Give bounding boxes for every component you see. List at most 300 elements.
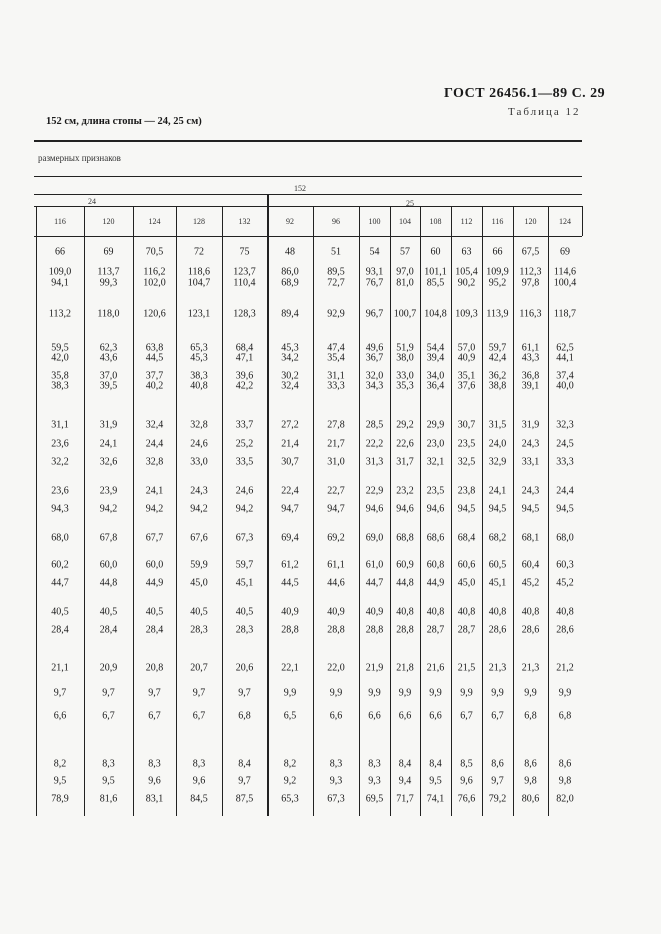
table-cell: 75 [239, 246, 250, 258]
table-cell: 8,6 [558, 758, 572, 770]
table-cell: 44,7 [51, 577, 69, 589]
table-cell: 21,3 [488, 662, 507, 674]
table-cell: 9,7 [148, 687, 161, 699]
table-cell: 22,6 [396, 438, 414, 450]
table-cell: 104,7 [187, 277, 211, 289]
table-cell: 74,1 [426, 793, 445, 805]
table-cell: 23,6 [51, 485, 69, 497]
table-cell: 8,6 [491, 758, 504, 770]
table-cell: 44,5 [281, 577, 299, 589]
table-cell: 38,8 [488, 380, 507, 392]
table-cell: 28,4 [51, 624, 69, 636]
column-header: 92 [286, 217, 294, 226]
table-cell: 35,8 [51, 370, 69, 382]
table-cell: 37,0 [99, 370, 118, 382]
table-cell: 6,7 [192, 710, 206, 722]
table-cell: 81,0 [396, 277, 414, 289]
table-cell: 90,2 [457, 277, 476, 289]
table-cell: 94,6 [426, 503, 445, 515]
table-cell: 100,7 [393, 308, 417, 320]
table-cell: 39,1 [521, 380, 540, 392]
table-cell: 33,5 [235, 456, 254, 468]
table-cell: 32,8 [190, 419, 208, 431]
table-cell: 102,0 [143, 277, 166, 289]
table-cell: 28,3 [235, 624, 254, 636]
table-cell: 60,2 [51, 559, 69, 571]
column-header: 116 [54, 217, 66, 226]
table-cell: 31,0 [327, 456, 345, 468]
table-cell: 84,5 [190, 793, 208, 805]
column-divider [222, 206, 223, 816]
table-cell: 60,8 [426, 559, 445, 571]
table-cell: 24,1 [488, 485, 507, 497]
table-cell: 28,4 [145, 624, 164, 636]
table-cell: 32,4 [281, 380, 299, 392]
table-cell: 33,0 [396, 370, 414, 382]
table-cell: 60,9 [396, 559, 414, 571]
table-cell: 69 [560, 246, 570, 258]
table-cell: 39,6 [235, 370, 254, 382]
table-cell: 65,3 [190, 342, 208, 354]
table-cell: 31,9 [521, 419, 540, 431]
table-cell: 61,0 [365, 559, 384, 571]
table-cell: 128,3 [233, 308, 256, 320]
column-divider [420, 206, 421, 816]
height-group-label: 152 [294, 184, 306, 193]
table-cell: 23,5 [426, 485, 445, 497]
table-cell: 9,9 [368, 687, 381, 699]
table-cell: 67,8 [99, 532, 118, 544]
table-cell: 109,3 [455, 308, 478, 320]
table-cell: 36,7 [365, 352, 384, 364]
table-cell: 34,3 [365, 380, 384, 392]
table-cell: 42,0 [51, 352, 69, 364]
table-cell: 70,5 [145, 246, 164, 258]
table-cell: 24,0 [488, 438, 507, 450]
table-cell: 94,2 [235, 503, 254, 515]
table-cell: 60,4 [521, 559, 540, 571]
column-divider [133, 206, 134, 816]
table-cell: 24,1 [145, 485, 164, 497]
table-cell: 60,0 [145, 559, 164, 571]
table-cell: 76,6 [457, 793, 476, 805]
table-cell: 97,0 [396, 266, 414, 278]
table-cell: 9,6 [192, 775, 206, 787]
table-cell: 38,3 [51, 380, 69, 392]
table-cell: 6,8 [558, 710, 572, 722]
table-cell: 72 [194, 246, 204, 258]
table-cell: 6,8 [238, 710, 251, 722]
table-cell: 68,6 [426, 532, 445, 544]
table-cell: 28,7 [426, 624, 445, 636]
table-cell: 68,2 [488, 532, 507, 544]
table-cell: 63,8 [145, 342, 164, 354]
table-cell: 60,6 [457, 559, 476, 571]
table-cell: 45,3 [190, 352, 208, 364]
table-cell: 20,8 [145, 662, 164, 674]
column-divider [582, 206, 583, 236]
column-header: 104 [399, 217, 411, 226]
table-cell: 44,5 [145, 352, 164, 364]
table-cell: 40,5 [190, 606, 208, 618]
table-cell: 39,5 [99, 380, 118, 392]
table-cell: 112,3 [519, 266, 542, 278]
column-header: 112 [460, 217, 473, 226]
table-cell: 68,0 [556, 532, 574, 544]
column-header: 124 [148, 217, 161, 226]
table-cell: 94,6 [365, 503, 384, 515]
table-cell: 94,5 [521, 503, 540, 515]
column-divider [482, 206, 483, 816]
table-cell: 6,8 [524, 710, 537, 722]
table-cell: 44,8 [396, 577, 414, 589]
column-divider [451, 206, 452, 816]
table-cell: 9,9 [329, 687, 343, 699]
table-cell: 32,6 [99, 456, 118, 468]
table-cell: 32,8 [145, 456, 164, 468]
table-cell: 116,2 [143, 266, 166, 278]
table-cell: 61,1 [521, 342, 540, 354]
table-cell: 9,7 [491, 775, 504, 787]
column-divider [313, 206, 314, 816]
table-cell: 59,5 [51, 342, 69, 354]
table-cell: 21,3 [521, 662, 540, 674]
table-cell: 23,2 [396, 485, 414, 497]
column-divider [36, 206, 37, 816]
table-cell: 60,0 [99, 559, 118, 571]
table-cell: 9,9 [491, 687, 504, 699]
table-cell: 94,1 [51, 277, 69, 289]
table-cell: 92,9 [327, 308, 345, 320]
table-cell: 81,6 [99, 793, 118, 805]
column-divider [390, 206, 391, 816]
table-cell: 71,7 [396, 793, 414, 805]
table-cell: 67,6 [190, 532, 208, 544]
column-header: 124 [559, 217, 571, 226]
table-cell: 94,5 [488, 503, 507, 515]
table-cell: 60 [430, 246, 441, 258]
table-cell: 118,0 [97, 308, 120, 320]
document-header: ГОСТ 26456.1—89 С. 29 [444, 86, 606, 101]
table-cell: 36,4 [426, 380, 445, 392]
table-cell: 24,4 [145, 438, 164, 450]
column-header: 120 [102, 217, 115, 226]
table-cell: 27,8 [327, 419, 345, 431]
table-cell: 69,4 [281, 532, 299, 544]
column-header: 100 [368, 217, 381, 226]
table-cell: 100,4 [553, 277, 577, 289]
table-cell: 37,4 [556, 370, 574, 382]
table-cell: 21,1 [51, 662, 69, 674]
table-cell: 23,6 [51, 438, 69, 450]
table-cell: 104,8 [424, 308, 447, 320]
table-cell: 23,5 [457, 438, 476, 450]
table-cell: 110,4 [233, 277, 256, 289]
table-cell: 9,7 [102, 687, 115, 699]
table-cell: 44,7 [365, 577, 384, 589]
table-cell: 80,6 [521, 793, 540, 805]
table-cell: 6,7 [148, 710, 161, 722]
table-cell: 24,6 [190, 438, 208, 450]
table-cell: 34,0 [426, 370, 445, 382]
table-cell: 8,2 [53, 758, 67, 770]
table-cell: 101,1 [424, 266, 447, 278]
table-cell: 47,1 [235, 352, 254, 364]
column-header: 116 [491, 217, 504, 226]
table-cell: 65,3 [281, 793, 299, 805]
table-cell: 22,7 [327, 485, 345, 497]
table-cell: 44,9 [426, 577, 445, 589]
table-cell: 45,1 [488, 577, 507, 589]
table-cell: 43,3 [521, 352, 540, 364]
table-cell: 31,5 [488, 419, 507, 431]
table-cell: 21,8 [396, 662, 414, 674]
table-cell: 9,9 [558, 687, 572, 699]
table-cell: 33,7 [235, 419, 254, 431]
table-cell: 47,4 [327, 342, 345, 354]
table-cell: 60,3 [556, 559, 574, 571]
table-cell: 23,0 [426, 438, 445, 450]
table-cell: 9,2 [283, 775, 297, 787]
foot-group-24: 24 [88, 197, 96, 206]
table-cell: 94,2 [190, 503, 208, 515]
table-cell: 22,0 [327, 662, 345, 674]
table-cell: 9,4 [398, 775, 412, 787]
table-cell: 68,4 [235, 342, 254, 354]
table-cell: 44,8 [99, 577, 118, 589]
table-cell: 69,5 [365, 793, 384, 805]
table-cell: 9,7 [192, 687, 206, 699]
table-cell: 66 [55, 246, 65, 258]
table-cell: 94,6 [396, 503, 414, 515]
table-cell: 69,0 [365, 532, 384, 544]
table-cell: 27,2 [281, 419, 299, 431]
table-cell: 40,0 [556, 380, 574, 392]
table-cell: 40,2 [145, 380, 164, 392]
table-cell: 89,5 [327, 266, 345, 278]
rule-height [34, 194, 582, 195]
table-cell: 67,3 [235, 532, 254, 544]
table-cell: 40,8 [457, 606, 476, 618]
table-cell: 40,9 [365, 606, 384, 618]
table-cell: 6,7 [102, 710, 115, 722]
rule-foot [34, 206, 582, 207]
table-cell: 8,3 [368, 758, 381, 770]
table-cell: 45,2 [556, 577, 574, 589]
table-cell: 9,9 [524, 687, 537, 699]
table-cell: 39,4 [426, 352, 445, 364]
table-cell: 67,5 [521, 246, 540, 258]
table-cell: 21,7 [327, 438, 345, 450]
table-cell: 28,8 [281, 624, 299, 636]
table-cell: 31,9 [99, 419, 118, 431]
table-cell: 28,4 [99, 624, 118, 636]
table-cell: 22,4 [281, 485, 299, 497]
table-cell: 32,5 [457, 456, 476, 468]
table-cell: 59,7 [488, 342, 507, 354]
table-cell: 9,9 [398, 687, 412, 699]
table-cell: 33,1 [521, 456, 540, 468]
table-cell: 51 [331, 246, 341, 258]
table-cell: 61,1 [327, 559, 345, 571]
table-cell: 99,3 [99, 277, 118, 289]
table-cell: 35,4 [327, 352, 345, 364]
table-cell: 9,9 [460, 687, 473, 699]
table-cell: 60,5 [488, 559, 507, 571]
table-cell: 109,0 [48, 266, 72, 278]
table-cell: 87,5 [235, 793, 254, 805]
table-cell: 123,7 [233, 266, 256, 278]
table-cell: 76,7 [365, 277, 384, 289]
table-cell: 54,4 [426, 342, 445, 354]
column-header: 132 [238, 217, 251, 226]
table-cell: 28,8 [396, 624, 414, 636]
table-cell: 6,7 [460, 710, 473, 722]
table-cell: 44,9 [145, 577, 164, 589]
table-cell: 8,3 [102, 758, 115, 770]
table-cell: 45,1 [235, 577, 254, 589]
table-cell: 32,4 [145, 419, 164, 431]
table-cell: 35,3 [396, 380, 414, 392]
table-cell: 24,1 [99, 438, 118, 450]
table-cell: 24,3 [190, 485, 208, 497]
table-cell: 31,1 [327, 370, 345, 382]
table-cell: 6,5 [283, 710, 297, 722]
column-divider [359, 206, 360, 816]
column-divider [176, 206, 177, 816]
table-cell: 67,3 [327, 793, 345, 805]
table-cell: 48 [285, 246, 295, 258]
rule-top [34, 140, 582, 142]
table-cell: 32,9 [488, 456, 507, 468]
table-cell: 24,3 [521, 438, 540, 450]
table-cell: 93,1 [365, 266, 384, 278]
table-cell: 9,3 [368, 775, 381, 787]
table-cell: 20,9 [99, 662, 118, 674]
table-cell: 97,8 [521, 277, 540, 289]
table-cell: 45,0 [457, 577, 476, 589]
table-cell: 62,3 [99, 342, 118, 354]
table-cell: 114,6 [553, 266, 577, 278]
table-cell: 42,2 [235, 380, 254, 392]
table-cell: 22,2 [365, 438, 384, 450]
table-cell: 40,9 [281, 606, 299, 618]
table-cell: 24,5 [556, 438, 574, 450]
table-cell: 69 [103, 246, 114, 258]
table-cell: 45,3 [281, 342, 299, 354]
table-cell: 57,0 [457, 342, 476, 354]
table-cell: 51,9 [396, 342, 414, 354]
table-cell: 20,6 [235, 662, 254, 674]
table-cell: 94,7 [281, 503, 299, 515]
table-cell: 20,7 [190, 662, 208, 674]
table-cell: 32,2 [51, 456, 69, 468]
table-cell: 40,5 [145, 606, 164, 618]
table-cell: 120,6 [143, 308, 166, 320]
table-cell: 89,4 [281, 308, 299, 320]
table-cell: 28,6 [488, 624, 507, 636]
table-cell: 40,5 [235, 606, 254, 618]
table-cell: 6,6 [329, 710, 343, 722]
table-cell: 49,6 [365, 342, 384, 354]
table-cell: 8,2 [283, 758, 297, 770]
table-cell: 30,2 [281, 370, 299, 382]
table-cell: 123,1 [187, 308, 211, 320]
table-cell: 67,7 [145, 532, 164, 544]
table-cell: 40,5 [99, 606, 118, 618]
table-label: Таблица 12 [508, 106, 581, 118]
table-cell: 40,8 [488, 606, 507, 618]
table-cell: 23,9 [99, 485, 118, 497]
foot-group-25: 25 [406, 199, 414, 208]
table-cell: 29,2 [396, 419, 414, 431]
table-cell: 31,3 [365, 456, 384, 468]
table-cell: 9,5 [429, 775, 442, 787]
table-cell: 83,1 [145, 793, 164, 805]
table-cell: 85,5 [426, 277, 445, 289]
table-cell: 8,4 [238, 758, 251, 770]
table-cell: 118,7 [553, 308, 577, 320]
table-cell: 6,6 [398, 710, 412, 722]
table-cell: 28,7 [457, 624, 476, 636]
table-cell: 44,1 [556, 352, 574, 364]
table-cell: 68,8 [396, 532, 414, 544]
table-cell: 22,1 [281, 662, 299, 674]
table-cell: 30,7 [457, 419, 476, 431]
table-cell: 25,2 [235, 438, 254, 450]
table-cell: 21,5 [457, 662, 476, 674]
table-cell: 59,7 [235, 559, 254, 571]
table-cell: 113,9 [486, 308, 509, 320]
table-cell: 57 [400, 246, 410, 258]
group-divider [267, 194, 269, 206]
table-cell: 94,5 [556, 503, 574, 515]
table-cell: 34,2 [281, 352, 299, 364]
rule-header [34, 176, 582, 177]
table-cell: 28,6 [521, 624, 540, 636]
column-divider [267, 206, 269, 816]
table-caption: 152 см, длина стопы — 24, 25 см) [46, 116, 202, 127]
table-cell: 44,6 [327, 577, 345, 589]
table-cell: 33,3 [556, 456, 574, 468]
table-cell: 28,8 [327, 624, 345, 636]
table-cell: 32,0 [365, 370, 384, 382]
column-divider [548, 206, 549, 816]
table-cell: 9,8 [524, 775, 537, 787]
table-cell: 113,2 [48, 308, 72, 320]
table-cell: 40,8 [521, 606, 540, 618]
table-cell: 62,5 [556, 342, 574, 354]
table-cell: 37,7 [145, 370, 164, 382]
table-cell: 6,6 [368, 710, 381, 722]
table-cell: 28,5 [365, 419, 384, 431]
table-cell: 32,3 [556, 419, 574, 431]
table-cell: 9,9 [283, 687, 297, 699]
table-cell: 9,8 [558, 775, 572, 787]
table-cell: 9,5 [102, 775, 115, 787]
table-cell: 40,8 [396, 606, 414, 618]
table-cell: 21,6 [426, 662, 445, 674]
table-cell: 68,0 [51, 532, 69, 544]
table-cell: 8,3 [329, 758, 343, 770]
table-cell: 66 [492, 246, 503, 258]
table-cell: 68,9 [281, 277, 299, 289]
table-cell: 33,3 [327, 380, 345, 392]
table-cell: 28,8 [365, 624, 384, 636]
column-divider [84, 206, 85, 816]
table-cell: 69,2 [327, 532, 345, 544]
table-cell: 105,4 [455, 266, 478, 278]
